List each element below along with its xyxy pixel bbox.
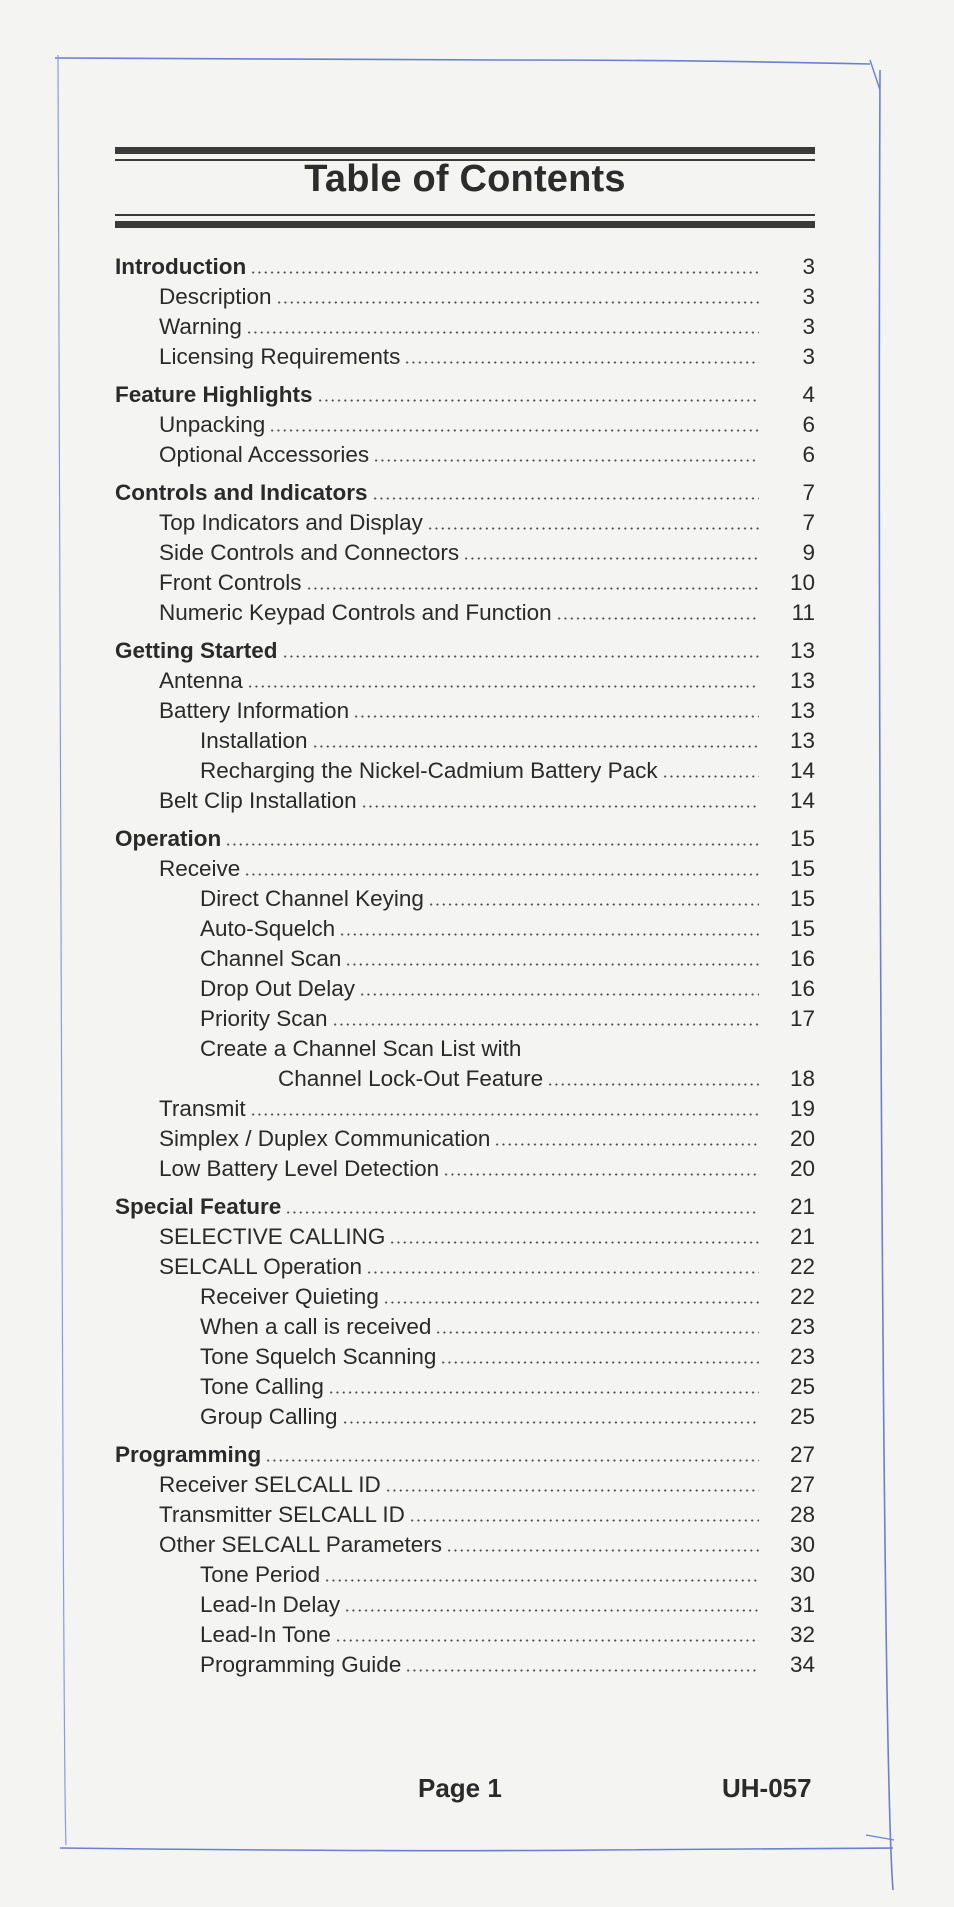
dot-leader [404,342,759,372]
toc-page-number: 13 [789,728,815,753]
toc-entry-row [115,1312,815,1342]
toc-entry [200,1590,759,1620]
dot-leader [250,252,759,282]
toc-entry-title: Side Controls and Connectors [159,540,460,565]
toc-entry [200,756,759,786]
toc-entry-row [115,1252,815,1282]
toc-page-number: 15 [789,856,815,881]
toc-section-title: Introduction [115,254,247,279]
dot-leader [440,1342,759,1372]
toc-entry-row [115,726,815,756]
toc-entry [159,1222,759,1252]
dot-leader [385,1470,759,1500]
toc-page-number: 13 [789,638,815,663]
toc-entry-title: Create a Channel Scan List with [200,1036,522,1061]
toc-page-number: 22 [789,1254,815,1279]
toc-page-number: 13 [789,698,815,723]
toc-page-number: 3 [802,284,815,309]
title-rule-bottom [115,221,815,228]
dot-leader [361,786,759,816]
toc-entry-title: Tone Calling [200,1374,324,1399]
toc-page-number: 19 [789,1096,815,1121]
toc-entry-title: Unpacking [159,412,266,437]
toc-entry [159,538,759,568]
toc-page-number: 32 [789,1622,815,1647]
dot-leader [345,944,759,974]
toc-entry [200,1282,759,1312]
dot-leader [372,478,759,508]
page-title: Table of Contents [304,158,626,200]
toc-entry [159,666,759,696]
toc-entry-row [115,1590,815,1620]
toc-page-number: 11 [791,600,815,625]
toc-entry-row [115,666,815,696]
toc-entry [200,884,759,914]
toc-page-number: 3 [802,254,815,279]
toc-page-number: 31 [789,1592,815,1617]
toc-page-number: 23 [789,1314,815,1339]
toc-section-title: Controls and Indicators [115,480,368,505]
dot-leader [373,440,759,470]
dot-leader [405,1650,759,1680]
toc-entry [200,1620,759,1650]
dot-leader [247,666,759,696]
toc-entry [200,1342,759,1372]
toc-entry-row [115,410,815,440]
toc-entry [115,824,759,854]
toc-page-number: 17 [789,1006,815,1031]
toc-page-number: 23 [789,1344,815,1369]
toc-entry [159,696,759,726]
dot-leader [339,914,759,944]
toc-entry-title: Receiver SELCALL ID [159,1472,381,1497]
dot-leader [324,1560,759,1590]
toc-entry-row [115,1124,815,1154]
dot-leader [366,1252,759,1282]
toc-entry-row [115,440,815,470]
toc-entry [200,1004,759,1034]
toc-entry-row [115,1650,815,1680]
dot-leader [276,282,759,312]
toc-page-number: 20 [789,1126,815,1151]
toc-entry-row [115,568,815,598]
toc-section-row [115,1440,815,1470]
toc-page-number: 3 [802,314,815,339]
toc-page-number: 15 [789,886,815,911]
toc-entry [200,974,759,1004]
toc-page-number: 4 [802,382,815,407]
toc-page-number: 10 [789,570,815,595]
toc-entry [159,440,759,470]
toc-section-row [115,824,815,854]
toc-page-number: 3 [802,344,815,369]
toc-page-number: 21 [789,1194,815,1219]
toc-entry-title: Receive [159,856,241,881]
dot-leader [317,380,759,410]
toc-entry-title: Low Battery Level Detection [159,1156,440,1181]
toc-entry-title: Lead-In Delay [200,1592,341,1617]
toc-page-number: 7 [802,510,815,535]
toc-entry-title: Transmit [159,1096,246,1121]
toc-page-number: 7 [802,480,815,505]
toc-entry-title: Auto-Squelch [200,916,336,941]
toc-entry-row [115,1402,815,1432]
toc-entry [159,1154,759,1184]
toc-entry-title: Front Controls [159,570,302,595]
toc-entry-row [115,1470,815,1500]
toc-entry [159,508,759,538]
toc-entry [200,1312,759,1342]
toc-section-row [115,252,815,282]
dot-leader [427,508,759,538]
toc-entry-title: Simplex / Duplex Communication [159,1126,491,1151]
toc-entry [159,568,759,598]
toc-entry [200,726,759,756]
toc-entry-row [115,282,815,312]
toc-entry-title: Battery Information [159,698,350,723]
toc-entry-row [115,1004,815,1034]
toc-entry-row [115,508,815,538]
toc-page-number [781,1034,815,1064]
toc-page-number: 25 [789,1374,815,1399]
toc-entry [159,786,759,816]
dot-leader [285,1192,759,1222]
toc-section-row [115,478,815,508]
dot-leader [282,636,759,666]
dot-leader [353,696,759,726]
toc-page-number: 6 [802,412,815,437]
toc-entry [200,1560,759,1590]
toc-entry-title: Direct Channel Keying [200,886,424,911]
toc-entry-title: SELCALL Operation [159,1254,363,1279]
toc-page-number: 13 [789,668,815,693]
toc-entry-title: Description [159,284,272,309]
toc-entry [159,1500,759,1530]
toc-entry-title: Lead-In Tone [200,1622,331,1647]
toc-entry [159,1094,759,1124]
dot-leader [225,824,759,854]
toc-entry-row [115,1222,815,1252]
dot-leader [246,312,759,342]
dot-leader [428,884,759,914]
toc-page-number: 15 [789,826,815,851]
toc-entry [159,410,759,440]
toc-section-title: Programming [115,1442,262,1467]
toc-entry [159,342,759,372]
footer-document-code: UH-057 [722,1773,812,1803]
toc-page-number: 27 [789,1442,815,1467]
toc-entry-title: Warning [159,314,242,339]
dot-leader [312,726,759,756]
toc-page-number: 34 [789,1652,815,1677]
toc-entry-title: Licensing Requirements [159,344,401,369]
toc-page-number: 20 [789,1156,815,1181]
toc-page-number: 18 [789,1066,815,1091]
toc-entry-title: Transmitter SELCALL ID [159,1502,405,1527]
toc-section-row [115,636,815,666]
toc-entry-row [115,974,815,1004]
dot-leader [547,1064,759,1094]
dot-leader [269,410,759,440]
toc-entry [115,1192,759,1222]
toc-entry-row [115,1620,815,1650]
toc-entry [115,252,759,282]
toc-entry [159,1470,759,1500]
toc-entry-title: Belt Clip Installation [159,788,357,813]
dot-leader [359,974,759,1004]
toc-entry-row [115,1342,815,1372]
toc-entry-row [115,756,815,786]
toc-entry [115,636,759,666]
toc-entry [159,1252,759,1282]
toc-entry-title: Tone Squelch Scanning [200,1344,437,1369]
toc-entry-title: Channel Lock-Out Feature [278,1066,544,1091]
toc-entry-title: Top Indicators and Display [159,510,423,535]
toc-section-title: Special Feature [115,1194,282,1219]
toc-entry-title: Drop Out Delay [200,976,356,1001]
toc-entry [159,598,759,628]
toc-page-number: 30 [789,1562,815,1587]
dot-leader [328,1372,759,1402]
table-of-contents [115,252,815,1680]
dot-leader [446,1530,759,1560]
toc-entry-row [115,884,815,914]
toc-page-number: 22 [789,1284,815,1309]
toc-entry [200,944,759,974]
toc-page-number: 14 [789,788,815,813]
toc-page-number: 28 [789,1502,815,1527]
toc-entry-row [115,1282,815,1312]
toc-entry-title: Group Calling [200,1404,338,1429]
toc-page-number: 27 [789,1472,815,1497]
toc-entry-row [115,1064,815,1094]
dot-leader [389,1222,759,1252]
dot-leader [335,1620,759,1650]
dot-leader [250,1094,759,1124]
toc-entry-title: SELECTIVE CALLING [159,1224,386,1249]
toc-entry-row [115,1154,815,1184]
toc-page-number: 6 [802,442,815,467]
dot-leader [662,756,759,786]
dot-leader [556,598,759,628]
toc-entry [115,478,759,508]
toc-entry-title: Receiver Quieting [200,1284,379,1309]
dot-leader [344,1590,759,1620]
toc-section-row [115,380,815,410]
toc-page-number: 15 [789,916,815,941]
dot-leader [383,1282,759,1312]
toc-entry-row [115,786,815,816]
toc-entry-row [115,914,815,944]
dot-leader [244,854,759,884]
toc-entry-title: Priority Scan [200,1006,328,1031]
dot-leader [332,1004,759,1034]
toc-entry-row [115,1500,815,1530]
dot-leader [306,568,759,598]
toc-entry-row [115,1094,815,1124]
toc-entry [200,1034,525,1064]
toc-entry [115,1440,759,1470]
dot-leader [463,538,759,568]
toc-entry-row [115,1530,815,1560]
toc-page-number: 25 [789,1404,815,1429]
toc-page-number: 30 [789,1532,815,1557]
toc-entry-row [115,696,815,726]
toc-entry [200,1402,759,1432]
toc-entry-row [115,944,815,974]
toc-entry [159,312,759,342]
toc-entry [200,1650,759,1680]
footer-page-number: Page 1 [418,1773,502,1803]
toc-entry-title: Optional Accessories [159,442,370,467]
toc-entry-title: Installation [200,728,308,753]
toc-entry [159,282,759,312]
toc-entry-row [115,312,815,342]
toc-entry-row [115,854,815,884]
toc-entry-title: Antenna [159,668,243,693]
dot-leader [409,1500,759,1530]
dot-leader [265,1440,759,1470]
toc-entry [159,854,759,884]
toc-section-title: Feature Highlights [115,382,313,407]
toc-page-number: 16 [789,976,815,1001]
title-rule-bottom-thin [115,214,815,216]
toc-entry [159,1124,759,1154]
toc-page-number: 14 [789,758,815,783]
toc-page-number: 9 [802,540,815,565]
toc-entry-row [115,1034,815,1064]
toc-section-title: Getting Started [115,638,278,663]
toc-entry-title: Programming Guide [200,1652,402,1677]
toc-entry [200,914,759,944]
toc-entry-title: Other SELCALL Parameters [159,1532,443,1557]
toc-entry-title: Tone Period [200,1562,321,1587]
dot-leader [342,1402,759,1432]
toc-entry-row [115,1372,815,1402]
dot-leader [443,1154,759,1184]
toc-entry-row [115,342,815,372]
toc-entry [115,380,759,410]
toc-entry [278,1064,759,1094]
toc-entry-title: Numeric Keypad Controls and Function [159,600,552,625]
toc-entry-row [115,538,815,568]
toc-entry [159,1530,759,1560]
toc-entry [200,1372,759,1402]
toc-entry-title: When a call is received [200,1314,432,1339]
toc-section-title: Operation [115,826,222,851]
toc-entry-title: Channel Scan [200,946,342,971]
toc-page-number: 16 [789,946,815,971]
title-rule-top [115,147,815,154]
toc-entry-row [115,598,815,628]
toc-entry-title: Recharging the Nickel-Cadmium Battery Pack [200,758,658,783]
toc-section-row [115,1192,815,1222]
toc-entry-row [115,1560,815,1590]
dot-leader [494,1124,759,1154]
dot-leader [435,1312,759,1342]
toc-page-number: 21 [789,1224,815,1249]
